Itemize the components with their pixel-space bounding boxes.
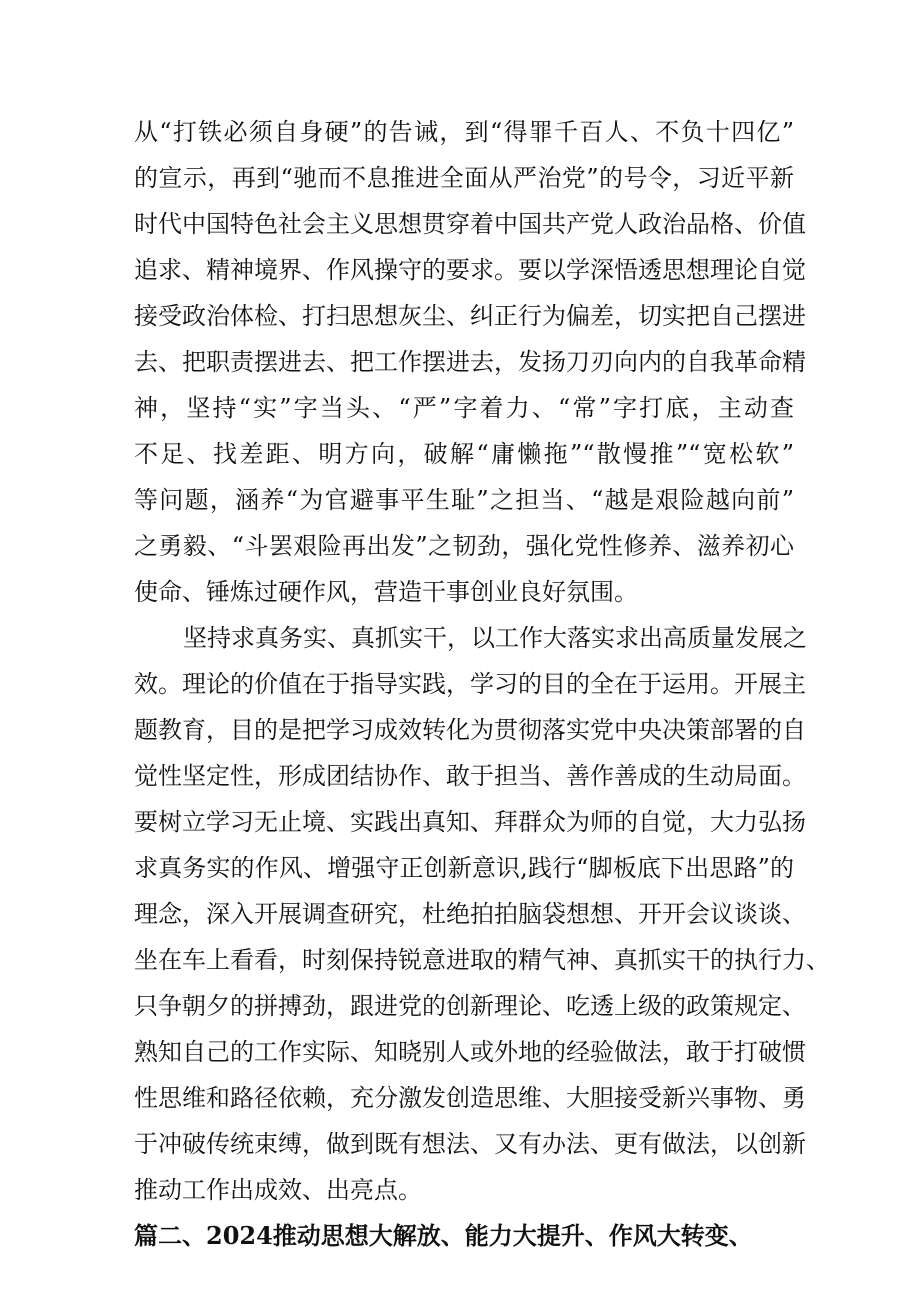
paragraph-1-line-1: 从“打铁必须自身硬”的告诫，到“得罪千百人、不负十四亿” xyxy=(134,118,794,146)
paragraph-2-line-9: 只争朝夕的拼搏劲，跟进党的创新理论、吃透上级的政策规定、 xyxy=(134,992,806,1020)
paragraph-1-line-10: 之勇毅、“斗罢艰险再出发”之韧劲，强化党性修养、滋养初心 xyxy=(134,532,794,560)
paragraph-2-line-2: 效。理论的价值在于指导实践，学习的目的全在于运用。开展主 xyxy=(134,670,806,698)
paragraph-1-line-11: 使命、锤炼过硬作风，营造干事创业良好氛围。 xyxy=(134,578,638,606)
paragraph-2-line-11: 性思维和路径依赖，充分激发创造思维、大胆接受新兴事物、勇 xyxy=(134,1084,806,1112)
paragraph-2-line-3: 题教育，目的是把学习成效转化为贯彻落实党中央决策部署的自 xyxy=(134,716,806,744)
section-heading: 篇二、2024推动思想大解放、能力大提升、作风大转变、 xyxy=(134,1221,753,1250)
paragraph-1-line-2: 的宣示，再到“驰而不息推进全面从严治党”的号令，习近平新 xyxy=(134,164,794,192)
paragraph-2-line-6: 求真务实的作风、增强守正创新意识,践行“脚板底下出思路”的 xyxy=(134,854,794,882)
paragraph-2-line-5: 要树立学习无止境、实践出真知、拜群众为师的自觉，大力弘扬 xyxy=(134,808,806,836)
paragraph-2-line-10: 熟知自己的工作实际、知晓别人或外地的经验做法，敢于打破惯 xyxy=(134,1038,806,1066)
paragraph-2-line-12: 于冲破传统束缚，做到既有想法、又有办法、更有做法，以创新 xyxy=(134,1130,806,1158)
paragraph-2-line-4: 觉性坚定性，形成团结协作、敢于担当、善作善成的生动局面。 xyxy=(134,762,806,790)
paragraph-2-line-13: 推动工作出成效、出亮点。 xyxy=(134,1176,422,1204)
paragraph-1-line-3: 时代中国特色社会主义思想贯穿着中国共产党人政治品格、价值 xyxy=(134,210,806,238)
paragraph-1-line-4: 追求、精神境界、作风操守的要求。要以学深悟透思想理论自觉 xyxy=(134,256,806,284)
paragraph-2-line-7: 理念，深入开展调查研究，杜绝拍拍脑袋想想、开开会议谈谈、 xyxy=(134,900,806,928)
paragraph-1-line-8: 不足、找差距、明方向，破解“庸懒拖”“散慢推”“宽松软” xyxy=(134,440,794,468)
paragraph-1-line-6: 去、把职责摆进去、把工作摆进去，发扬刀刃向内的自我革命精 xyxy=(134,348,806,376)
paragraph-1-line-5: 接受政治体检、打扫思想灰尘、纠正行为偏差，切实把自己摆进 xyxy=(134,302,806,330)
paragraph-1-line-7: 神，坚持“实”字当头、“严”字着力、“常”字打底，主动查 xyxy=(134,394,794,422)
paragraph-1-line-9: 等问题，涵养“为官避事平生耻”之担当、“越是艰险越向前” xyxy=(134,486,794,514)
paragraph-2-line-1: 坚持求真务实、真抓实干，以工作大落实求出高质量发展之 xyxy=(183,624,807,652)
paragraph-2-line-8: 坐在车上看看，时刻保持锐意进取的精气神、真抓实干的执行力、 xyxy=(134,946,830,974)
